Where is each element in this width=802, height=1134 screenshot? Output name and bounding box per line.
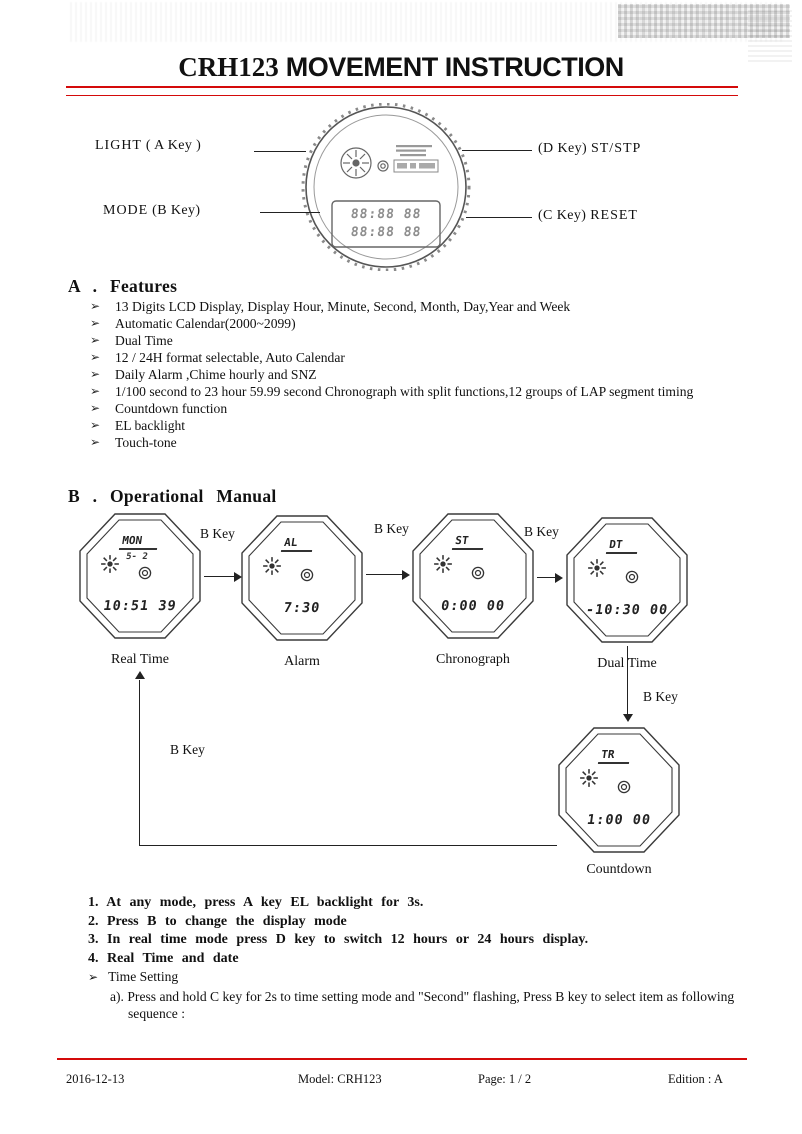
flow-return-line-horizontal [139, 845, 557, 846]
b-key-label: B Key [374, 521, 409, 536]
arrow-bullet-icon: ➢ [90, 435, 101, 449]
feature-text: 1/100 second to 23 hour 59.99 second Chronograph with split functions,12 groups of LAP segment timing [115, 384, 694, 399]
small-dial-icon [341, 148, 388, 178]
instruction-line: 3. In real time mode press D key to switch 12 hours or 24 hours display. [88, 932, 589, 947]
sun-icon [433, 554, 453, 574]
sun-icon [262, 556, 282, 576]
instruction-line: 1. At any mode, press A key EL backlight for 3s. [88, 895, 424, 910]
time-setting-step-a: a). Press and hold C key for 2s to time setting mode and "Second" flashing, Press B key to select item as following sequence : [110, 989, 735, 1021]
mode-watch-countdown [557, 726, 681, 854]
feature-text: Daily Alarm ,Chime hourly and SNZ [115, 367, 317, 382]
lcd-main-digits: 7:30 [282, 600, 322, 616]
flow-arrow-head [234, 572, 242, 582]
mode-name-dual-time: Dual Time [597, 656, 657, 671]
feature-text: Countdown function [115, 401, 228, 416]
feature-item [88, 349, 740, 366]
mode-name-alarm: Alarm [284, 654, 320, 669]
model-name: CRH123 [178, 52, 279, 82]
flow-arrow-line [627, 646, 628, 716]
lcd-date: 5- 2 [125, 552, 149, 562]
flow-arrow-line [537, 577, 557, 578]
arrow-bullet-icon: ➢ [90, 316, 101, 330]
arrow-bullet-icon: ➢ [88, 970, 99, 984]
sun-icon [579, 768, 599, 788]
reset-label: RESET [590, 208, 638, 223]
footer-date: 2016-12-13 [66, 1072, 125, 1086]
callout-line-ststp [462, 150, 532, 151]
callout-mode [103, 203, 200, 219]
feature-text: Dual Time [115, 333, 173, 348]
b-key-label: B Key [170, 742, 205, 757]
lcd-mode-code: ST [452, 534, 485, 550]
mode-watch-dual-time [565, 516, 689, 644]
mode-name-countdown: Countdown [586, 862, 652, 877]
lcd-mode-code: MON [119, 534, 159, 550]
arrow-bullet-icon: ➢ [90, 384, 101, 398]
caption-bars [396, 145, 432, 156]
button-circle-icon [138, 566, 152, 580]
footer-rule [57, 1058, 747, 1060]
button-circle-icon [625, 570, 639, 584]
instruction-line: 2. Press B to change the display mode [88, 913, 347, 929]
mode-watch-real-time [78, 512, 202, 640]
c-key-label: (C Key) [538, 208, 587, 223]
page-title [0, 52, 802, 83]
footer-model: Model: CRH123 [298, 1072, 382, 1086]
arrow-bullet-icon: ➢ [90, 333, 101, 347]
lcd-main-digits: 0:00 00 [439, 598, 507, 614]
watch-case-drawing [296, 103, 476, 271]
lcd-mode-code: DT [606, 538, 639, 554]
feature-item [88, 400, 740, 417]
feature-item [88, 332, 740, 349]
callout-reset [538, 208, 638, 224]
feature-text: Automatic Calendar(2000~2099) [115, 316, 296, 331]
feature-text: Touch-tone [115, 435, 177, 450]
button-circle-icon [471, 566, 485, 580]
feature-item [88, 417, 740, 434]
lcd-mode-code: TR [598, 748, 631, 764]
lcd-row-1: 88:88 88 [349, 207, 423, 222]
arrow-bullet-icon: ➢ [90, 350, 101, 364]
instruction-line: 4. Real Time and date [88, 950, 239, 966]
lcd-main-digits: 10:51 39 [102, 598, 178, 614]
a-key-label: ( A Key ) [145, 138, 202, 153]
callout-line-mode [260, 212, 320, 213]
light-label: LIGHT [95, 138, 142, 153]
d-key-label: (D Key) [538, 141, 588, 156]
title-double-rule [66, 86, 738, 96]
b-key-callout-label: (B Key) [152, 203, 201, 218]
arrow-bullet-icon: ➢ [90, 367, 101, 381]
mode-name-chronograph: Chronograph [436, 652, 510, 667]
callout-line-light [254, 151, 306, 152]
mode-name-real-time: Real Time [111, 652, 169, 667]
flow-return-arrow-head [135, 671, 145, 679]
b-key-label: B Key [200, 526, 235, 541]
mode-watch-alarm [240, 514, 364, 642]
mode-watch-chronograph [411, 512, 535, 640]
callout-line-reset [466, 217, 532, 218]
section-a-heading: A . Features [68, 276, 178, 296]
sun-icon [587, 558, 607, 578]
b-key-label: B Key [643, 689, 678, 704]
title-rest: MOVEMENT INSTRUCTION [278, 52, 624, 82]
ststp-label: ST/STP [590, 141, 642, 156]
feature-item [88, 315, 740, 332]
watch-front-diagram [296, 103, 476, 271]
time-setting-label: Time Setting [108, 969, 179, 984]
time-setting-bullet [88, 968, 744, 986]
features-list [88, 298, 740, 451]
footer-page: Page: 1 / 2 [478, 1072, 532, 1086]
lcd-main-digits: 1:00 00 [585, 812, 653, 828]
flow-arrow-line [366, 574, 404, 575]
feature-item [88, 383, 740, 400]
callout-light [95, 138, 201, 154]
flow-arrow-line [204, 576, 236, 577]
feature-text: 12 / 24H format selectable, Auto Calendar [115, 350, 345, 365]
feature-text: 13 Digits LCD Display, Display Hour, Minute, Second, Month, Day,Year and Week [115, 299, 571, 314]
mode-label: MODE [103, 203, 149, 218]
button-circle-icon [617, 780, 631, 794]
lcd-mode-code: AL [281, 536, 314, 552]
feature-item [88, 366, 740, 383]
instructions-list [88, 894, 750, 968]
arrow-bullet-icon: ➢ [90, 401, 101, 415]
arrow-bullet-icon: ➢ [90, 299, 101, 313]
feature-item [88, 298, 740, 315]
feature-text: EL backlight [115, 418, 186, 433]
callout-ststp [538, 141, 641, 157]
section-b-heading: B . Operational Manual [68, 486, 277, 506]
arrow-bullet-icon: ➢ [90, 418, 101, 432]
flow-arrow-head [623, 714, 633, 722]
flow-arrow-head [402, 570, 410, 580]
footer-edition: Edition : A [668, 1072, 723, 1086]
flow-return-line-vertical [139, 680, 140, 845]
sun-icon [100, 554, 120, 574]
feature-item [88, 434, 740, 451]
lcd-row-2: 88:88 88 [349, 225, 423, 240]
lcd-main-digits: -10:30 00 [584, 602, 670, 618]
b-key-label: B Key [524, 524, 559, 539]
button-circle-icon [300, 568, 314, 582]
flow-arrow-head [555, 573, 563, 583]
